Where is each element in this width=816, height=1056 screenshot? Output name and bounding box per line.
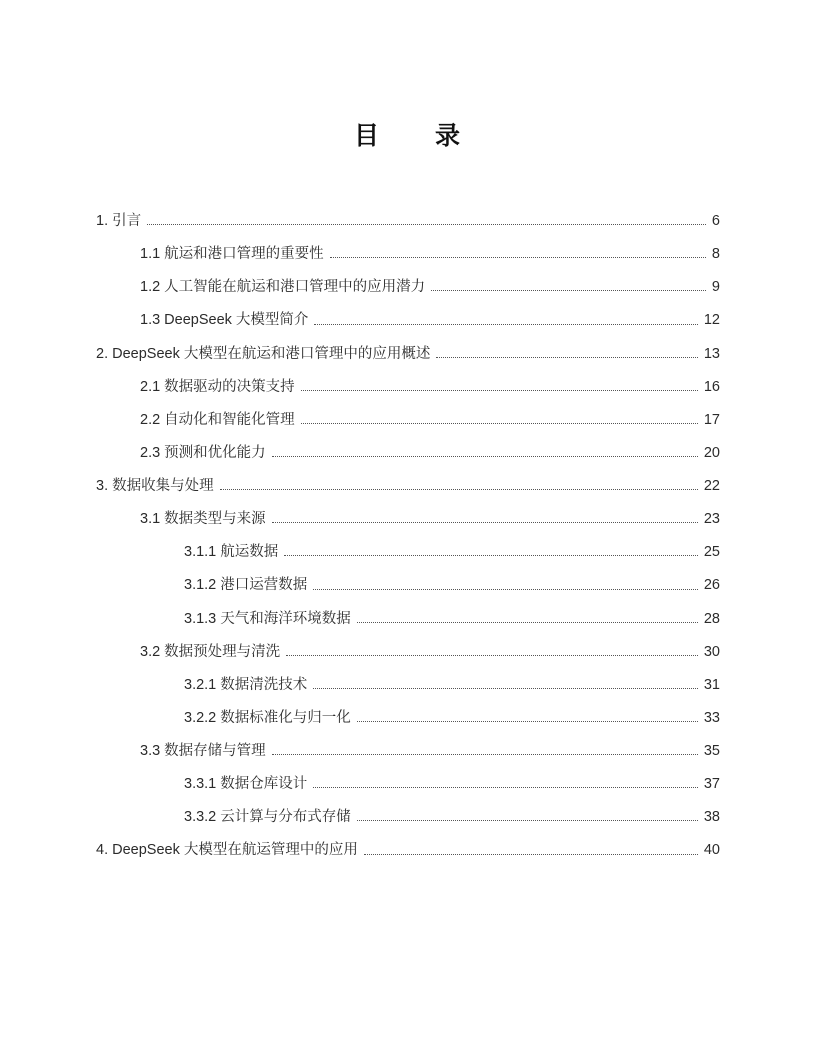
toc-entry-page-number: 26	[703, 577, 720, 594]
toc-entry-label: 1. 引言	[96, 213, 142, 229]
toc-leader-dots	[357, 721, 698, 722]
toc-entry[interactable]	[96, 470, 720, 503]
toc-entry-label: 3.1.2 港口运营数据	[184, 577, 308, 594]
toc-entry[interactable]	[184, 801, 720, 834]
toc-entry[interactable]	[96, 834, 720, 867]
toc-leader-dots	[220, 489, 698, 490]
toc-entry-page-number: 33	[703, 709, 720, 726]
toc-entry-page-number: 37	[703, 776, 720, 793]
toc-leader-dots	[272, 754, 698, 755]
toc-entry-page-number: 13	[703, 345, 720, 362]
toc-entry-label: 3. 数据收集与处理	[96, 478, 214, 494]
toc-leader-dots	[364, 854, 698, 855]
toc-entry[interactable]	[184, 569, 720, 602]
toc-leader-dots	[272, 522, 698, 523]
toc-entry-label: 4. DeepSeek 大模型在航运管理中的应用	[96, 842, 358, 859]
toc-entry-page-number: 30	[703, 643, 720, 660]
toc-entry[interactable]	[140, 370, 720, 403]
toc-entry-page-number: 23	[703, 511, 720, 528]
toc-leader-dots	[330, 257, 706, 258]
toc-entry-label: 3.3.2 云计算与分布式存储	[184, 809, 351, 826]
toc-entry[interactable]	[140, 304, 720, 337]
table-of-contents	[96, 205, 720, 868]
toc-leader-dots	[436, 357, 697, 358]
toc-entry-label: 3.3.1 数据仓库设计	[184, 776, 308, 793]
toc-entry[interactable]	[140, 635, 720, 668]
toc-entry-page-number: 17	[703, 411, 720, 428]
toc-entry-page-number: 38	[703, 809, 720, 826]
toc-entry[interactable]	[184, 768, 720, 801]
toc-entry-label: 3.1 数据类型与来源	[140, 511, 266, 528]
toc-leader-dots	[357, 622, 698, 623]
toc-leader-dots	[313, 787, 698, 788]
toc-entry-page-number: 35	[703, 743, 720, 759]
toc-leader-dots	[357, 820, 698, 821]
toc-entry-label: 1.2 人工智能在航运和港口管理中的应用潜力	[140, 279, 426, 296]
toc-entry[interactable]	[140, 271, 720, 304]
toc-entry-label: 3.1.1 航运数据	[184, 544, 279, 561]
toc-entry-page-number: 22	[703, 478, 720, 494]
toc-entry-label: 2. DeepSeek 大模型在航运和港口管理中的应用概述	[96, 345, 431, 362]
toc-entry-label: 2.1 数据驱动的决策支持	[140, 378, 295, 395]
toc-leader-dots	[313, 688, 698, 689]
toc-entry-page-number: 16	[703, 378, 720, 395]
toc-entry-page-number: 6	[711, 213, 720, 229]
toc-leader-dots	[313, 589, 698, 590]
toc-entry[interactable]	[96, 205, 720, 238]
toc-entry-page-number: 9	[711, 279, 720, 296]
toc-entry[interactable]	[140, 436, 720, 469]
toc-entry-page-number: 20	[703, 444, 720, 461]
toc-leader-dots	[301, 390, 698, 391]
toc-entry[interactable]	[184, 602, 720, 635]
toc-entry[interactable]	[96, 337, 720, 370]
toc-entry-label: 3.2.2 数据标准化与归一化	[184, 709, 351, 726]
toc-entry-label: 2.2 自动化和智能化管理	[140, 411, 295, 428]
toc-entry-page-number: 12	[703, 312, 720, 329]
toc-entry-label: 3.2 数据预处理与清洗	[140, 643, 281, 660]
toc-leader-dots	[286, 655, 698, 656]
toc-entry-label: 1.1 航运和港口管理的重要性	[140, 246, 324, 263]
toc-entry[interactable]	[184, 536, 720, 569]
toc-entry-label: 3.2.1 数据清洗技术	[184, 676, 308, 693]
toc-entry-label: 3.3 数据存储与管理	[140, 743, 266, 759]
toc-entry-label: 3.1.3 天气和海洋环境数据	[184, 610, 351, 627]
toc-entry-page-number: 40	[703, 842, 720, 859]
toc-entry-page-number: 8	[711, 246, 720, 263]
toc-leader-dots	[301, 423, 698, 424]
toc-entry-label: 2.3 预测和优化能力	[140, 444, 266, 461]
toc-entry[interactable]	[184, 701, 720, 734]
toc-leader-dots	[147, 224, 706, 225]
toc-entry[interactable]	[184, 668, 720, 701]
toc-entry[interactable]	[140, 238, 720, 271]
toc-entry-page-number: 25	[703, 544, 720, 561]
toc-entry-page-number: 28	[703, 610, 720, 627]
toc-entry[interactable]	[140, 403, 720, 436]
toc-entry[interactable]	[140, 735, 720, 768]
toc-entry-label: 1.3 DeepSeek 大模型简介	[140, 312, 309, 329]
toc-entry[interactable]	[140, 503, 720, 536]
page-title: 目 录	[353, 122, 462, 150]
toc-leader-dots	[272, 456, 698, 457]
toc-leader-dots	[431, 290, 706, 291]
toc-leader-dots	[314, 324, 697, 325]
toc-entry-page-number: 31	[703, 676, 720, 693]
toc-leader-dots	[284, 555, 698, 556]
